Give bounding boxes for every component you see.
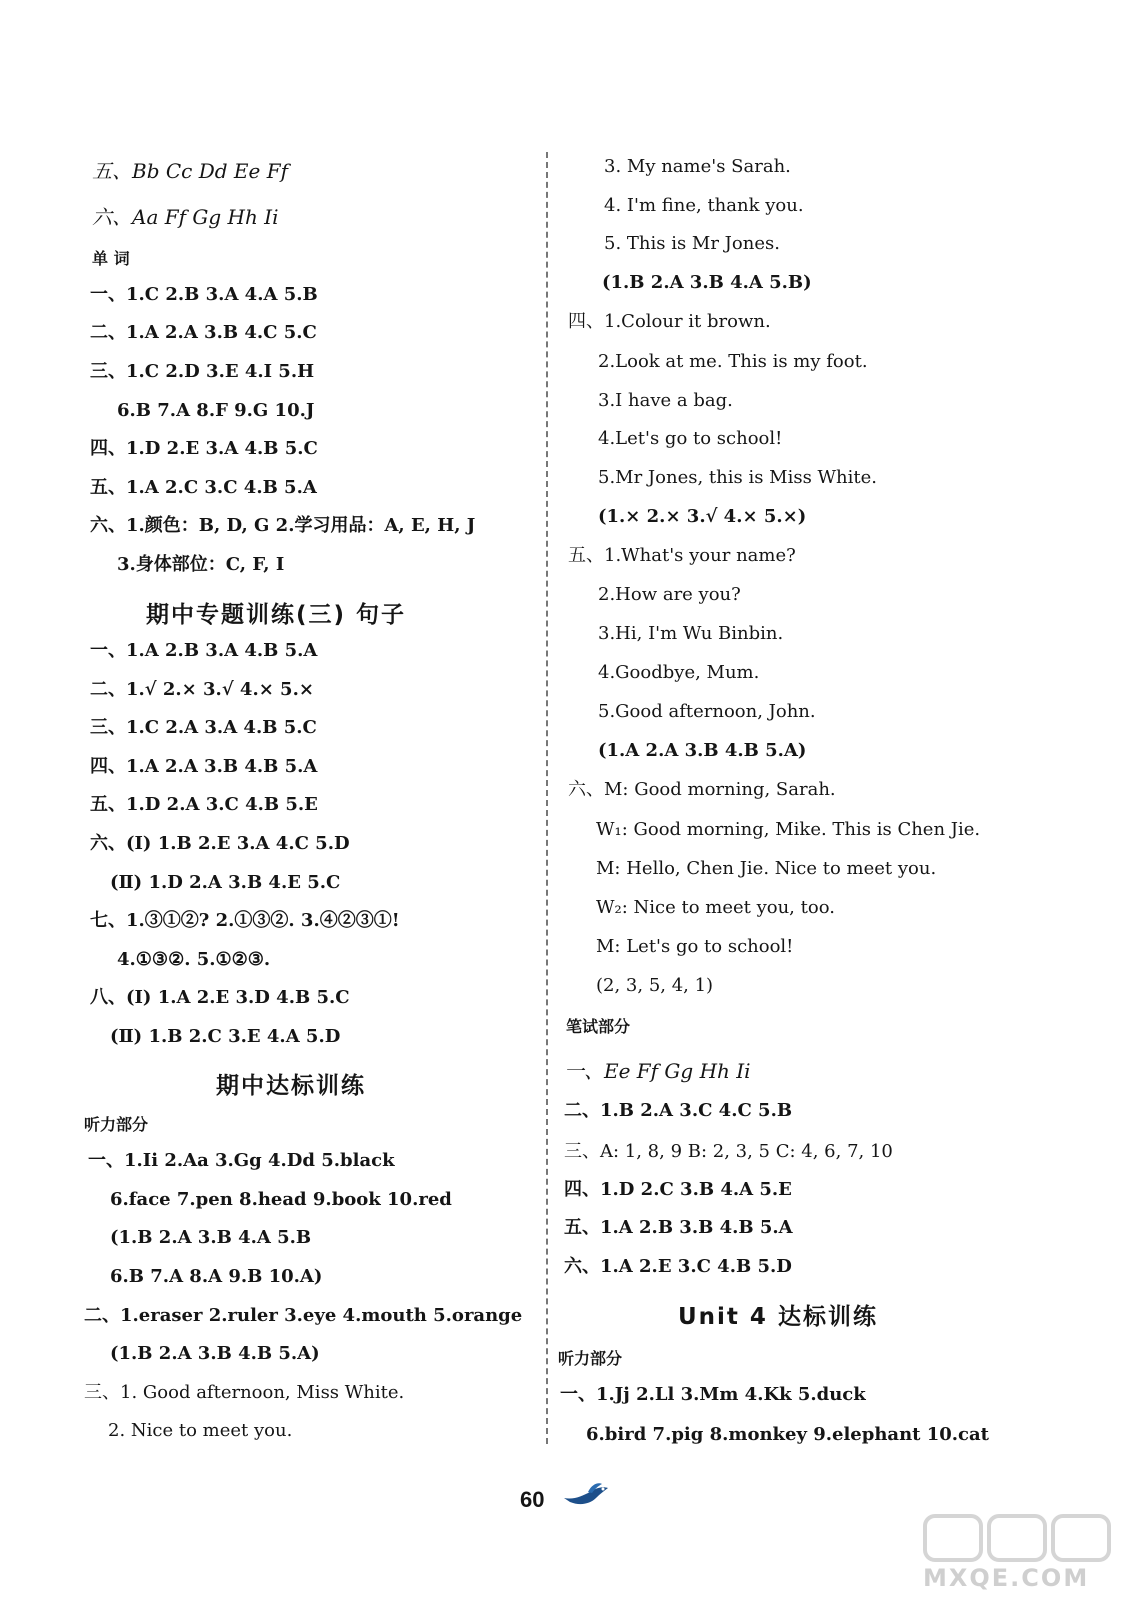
answer-line: (1.B 2.A 3.B 4.A 5.B xyxy=(110,1227,312,1248)
answer-line: (Ⅱ) 1.D 2.A 3.B 4.E 5.C xyxy=(110,872,341,893)
answer-line: M: Hello, Chen Jie. Nice to meet you. xyxy=(596,858,937,879)
answer-line: 5. This is Mr Jones. xyxy=(604,233,780,254)
answer-line: 七、1.③①②? 2.①③②. 3.④②③①! xyxy=(90,910,400,931)
answer-line: 四、1.D 2.E 3.A 4.B 5.C xyxy=(90,438,318,459)
answer-line: 一、1.Ii 2.Aa 3.Gg 4.Dd 5.black xyxy=(88,1150,395,1171)
answer-line: 6.face 7.pen 8.head 9.book 10.red xyxy=(110,1189,452,1210)
watermark-badge-icon xyxy=(923,1514,1113,1564)
answer-line: 3. My name's Sarah. xyxy=(604,156,791,177)
watermark-text: MXQE.COM xyxy=(923,1564,1090,1592)
answer-line: 6.B 7.A 8.A 9.B 10.A) xyxy=(110,1266,323,1287)
answer-line: (1.B 2.A 3.B 4.A 5.B) xyxy=(602,272,812,293)
answer-line: W₂: Nice to meet you, too. xyxy=(596,897,835,918)
answer-line: 一、Ee Ff Gg Hh Ii xyxy=(564,1059,751,1083)
bird-ornament-icon xyxy=(562,1482,612,1510)
answer-line: W₁: Good morning, Mike. This is Chen Jie. xyxy=(596,819,981,840)
answer-line: 三、1.C 2.D 3.E 4.I 5.H xyxy=(90,361,315,382)
answer-line: 4.Let's go to school! xyxy=(598,428,783,449)
answer-line: (Ⅱ) 1.B 2.C 3.E 4.A 5.D xyxy=(110,1026,341,1047)
answer-line: 四、1.A 2.A 3.B 4.B 5.A xyxy=(90,756,318,777)
section-heading: 笔试部分 xyxy=(566,1017,631,1036)
answer-line: 3.Hi, I'm Wu Binbin. xyxy=(598,623,784,644)
answer-line: 3.I have a bag. xyxy=(598,390,733,411)
section-heading: 听力部分 xyxy=(84,1115,149,1134)
answer-line: 五、1.D 2.A 3.C 4.B 5.E xyxy=(90,794,318,815)
answer-line: 六、1.A 2.E 3.C 4.B 5.D xyxy=(564,1256,792,1277)
answer-line: 三、1. Good afternoon, Miss White. xyxy=(84,1382,405,1403)
answer-line: 三、A: 1, 8, 9 B: 2, 3, 5 C: 4, 6, 7, 10 xyxy=(564,1141,893,1162)
answer-line: 二、1.eraser 2.ruler 3.eye 4.mouth 5.orange xyxy=(84,1305,523,1326)
answer-line: (2, 3, 5, 4, 1) xyxy=(596,975,714,996)
answer-line: 6.bird 7.pig 8.monkey 9.elephant 10.cat xyxy=(586,1424,989,1445)
answer-line: 2. Nice to meet you. xyxy=(108,1420,293,1441)
page-number: 60 xyxy=(520,1487,545,1512)
section-heading: 单 词 xyxy=(92,249,130,268)
answer-line: (1.A 2.A 3.B 4.B 5.A) xyxy=(598,740,807,761)
answer-line: 一、1.C 2.B 3.A 4.A 5.B xyxy=(90,284,318,305)
answer-line: 二、1.B 2.A 3.C 4.C 5.B xyxy=(564,1100,793,1121)
section-heading: 听力部分 xyxy=(558,1349,623,1368)
answer-line: 4.①③②. 5.①②③. xyxy=(117,949,271,970)
answer-line: (1.B 2.A 3.B 4.B 5.A) xyxy=(110,1343,320,1364)
answer-line: 二、1.A 2.A 3.B 4.C 5.C xyxy=(90,322,317,343)
answer-line: 六、(Ⅰ) 1.B 2.E 3.A 4.C 5.D xyxy=(90,833,350,854)
answer-line: 四、1.D 2.C 3.B 4.A 5.E xyxy=(564,1179,792,1200)
answer-line: 六、1.颜色：B, D, G 2.学习用品：A, E, H, J xyxy=(90,515,476,536)
answer-line: 五、Bb Cc Dd Ee Ff xyxy=(92,159,288,183)
section-title: Unit 4 达标训练 xyxy=(678,1304,878,1330)
answer-line: 六、Aa Ff Gg Hh Ii xyxy=(92,205,279,229)
answer-line: 2.Look at me. This is my foot. xyxy=(598,351,868,372)
answer-line: M: Let's go to school! xyxy=(596,936,794,957)
answer-line: 五、1.A 2.B 3.B 4.B 5.A xyxy=(564,1217,793,1238)
answer-line: 一、1.Jj 2.Ll 3.Mm 4.Kk 5.duck xyxy=(560,1384,866,1405)
answer-line: 5.Good afternoon, John. xyxy=(598,701,816,722)
answer-line: 5.Mr Jones, this is Miss White. xyxy=(598,467,878,488)
answer-line: 六、M: Good morning, Sarah. xyxy=(568,779,836,800)
answer-line: 一、1.A 2.B 3.A 4.B 5.A xyxy=(90,640,318,661)
answer-line: 八、(Ⅰ) 1.A 2.E 3.D 4.B 5.C xyxy=(90,987,350,1008)
answer-line: 4. I'm fine, thank you. xyxy=(604,195,804,216)
answer-line: 二、1.√ 2.× 3.√ 4.× 5.× xyxy=(90,679,314,700)
watermark-logo xyxy=(923,1514,1113,1594)
answer-line: 3.身体部位：C, F, I xyxy=(117,554,285,575)
answer-line: 四、1.Colour it brown. xyxy=(568,311,771,332)
column-divider xyxy=(546,152,548,1444)
answer-line: 2.How are you? xyxy=(598,584,741,605)
answer-line: 五、1.What's your name? xyxy=(568,545,796,566)
section-title: 期中专题训练(三) 句子 xyxy=(146,602,407,628)
answer-line: (1.× 2.× 3.√ 4.× 5.×) xyxy=(598,506,807,527)
answer-line: 三、1.C 2.A 3.A 4.B 5.C xyxy=(90,717,317,738)
section-title: 期中达标训练 xyxy=(216,1073,366,1099)
answer-line: 五、1.A 2.C 3.C 4.B 5.A xyxy=(90,477,317,498)
answer-line: 4.Goodbye, Mum. xyxy=(598,662,760,683)
answer-line: 6.B 7.A 8.F 9.G 10.J xyxy=(117,400,315,421)
